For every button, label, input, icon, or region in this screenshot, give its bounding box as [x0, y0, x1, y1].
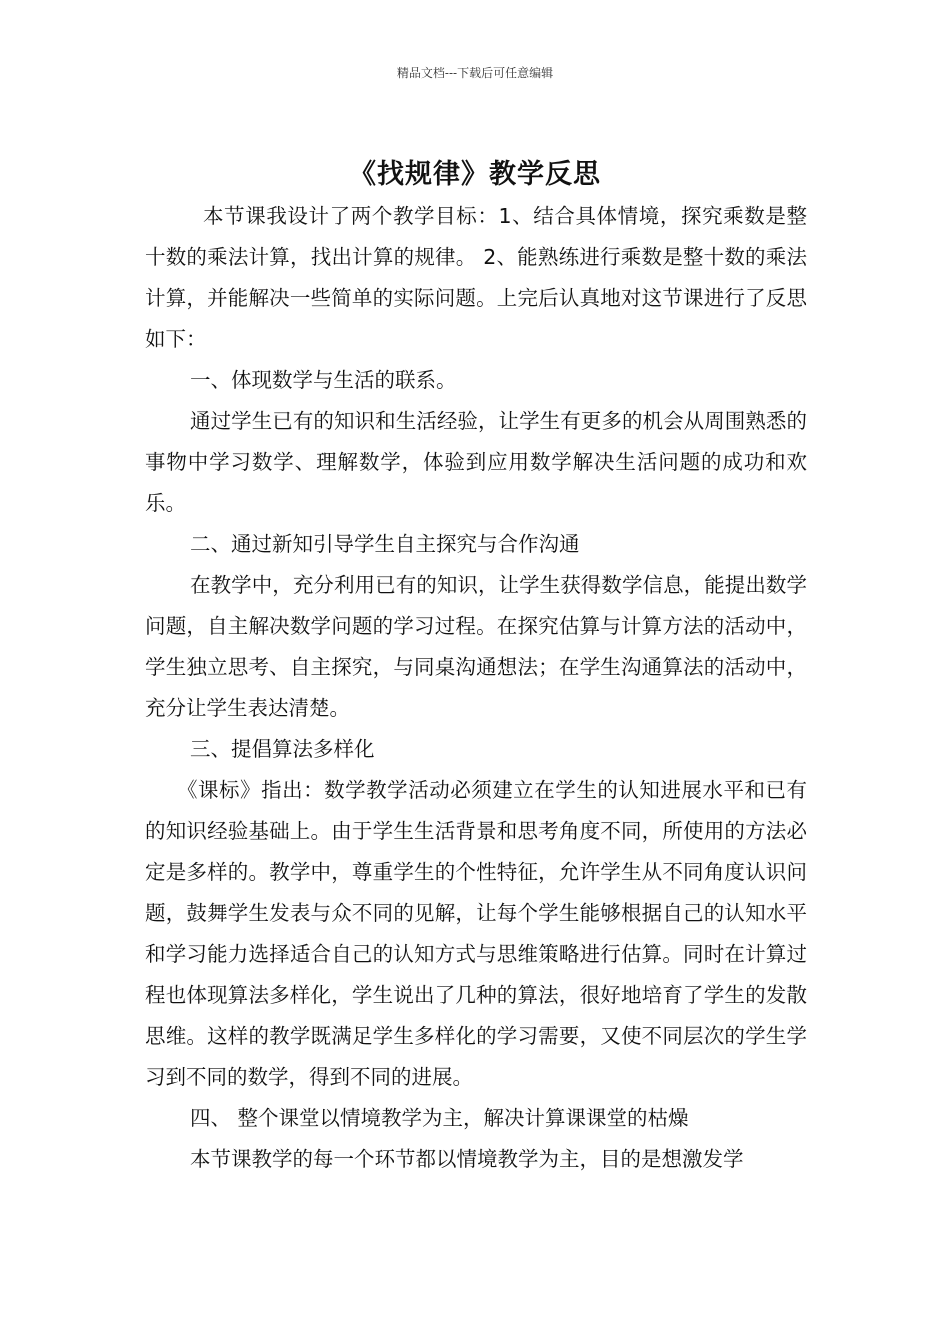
section-3-heading: 三、提倡算法多样化 — [190, 737, 375, 761]
intro-paragraph: 本节课我设计了两个教学目标：1、结合具体情境，探究乘数是整十数的乘法计算，找出计算的规律。 2、能熟练进行乘数是整十数的乘法计算，并能解决一些简单的实际问题。上完后认真地对这节课进行了反思如下： — [145, 204, 807, 351]
document-title: 《找规律》教学反思 — [349, 159, 601, 190]
section-2-heading: 二、通过新知引导学生自主探究与合作沟通 — [190, 532, 580, 556]
section-1-body: 通过学生已有的知识和生活经验，让学生有更多的机会从周围熟悉的事物中学习数学、理解数学，体验到应用数学解决生活问题的成功和欢乐。 — [145, 409, 807, 515]
section-3-body: 《课标》指出：数学教学活动必须建立在学生的认知进展水平和已有的知识经验基础上。由于学生生活背景和思考角度不同，所使用的方法必定是多样的。教学中，尊重学生的个性特征，允许学生从不同角度认识问题，鼓舞学生发表与众不同的见解，让每个学生能够根据自己的认知水平和学习能力选择适合自己的认知方式与思维策略进行估算。同时在计算过程也体现算法多样化，学生说出了几种的算法，很好地培育了学生的发散思维。这样的教学既满足学生多样化的学习需要，又使不同层次的学生学习到不同的数学，得到不同的进展。 — [145, 778, 807, 1089]
document-body — [145, 196, 807, 1180]
section-4-heading: 四、 整个课堂以情境教学为主，解决计算课课堂的枯燥 — [190, 1106, 689, 1130]
section-2-body: 在教学中，充分利用已有的知识，让学生获得数学信息，能提出数学问题，自主解决数学问题的学习过程。在探究估算与计算方法的活动中，学生独立思考、自主探究，与同桌沟通想法；在学生沟通算法的活动中，充分让学生表达清楚。 — [145, 573, 807, 720]
section-1-heading: 一、体现数学与生活的联系。 — [190, 368, 457, 392]
page-header-watermark: 精品文档---下载后可任意编辑 — [396, 66, 554, 80]
section-4-body: 本节课教学的每一个环节都以情境教学为主，目的是想激发学 — [190, 1147, 744, 1171]
